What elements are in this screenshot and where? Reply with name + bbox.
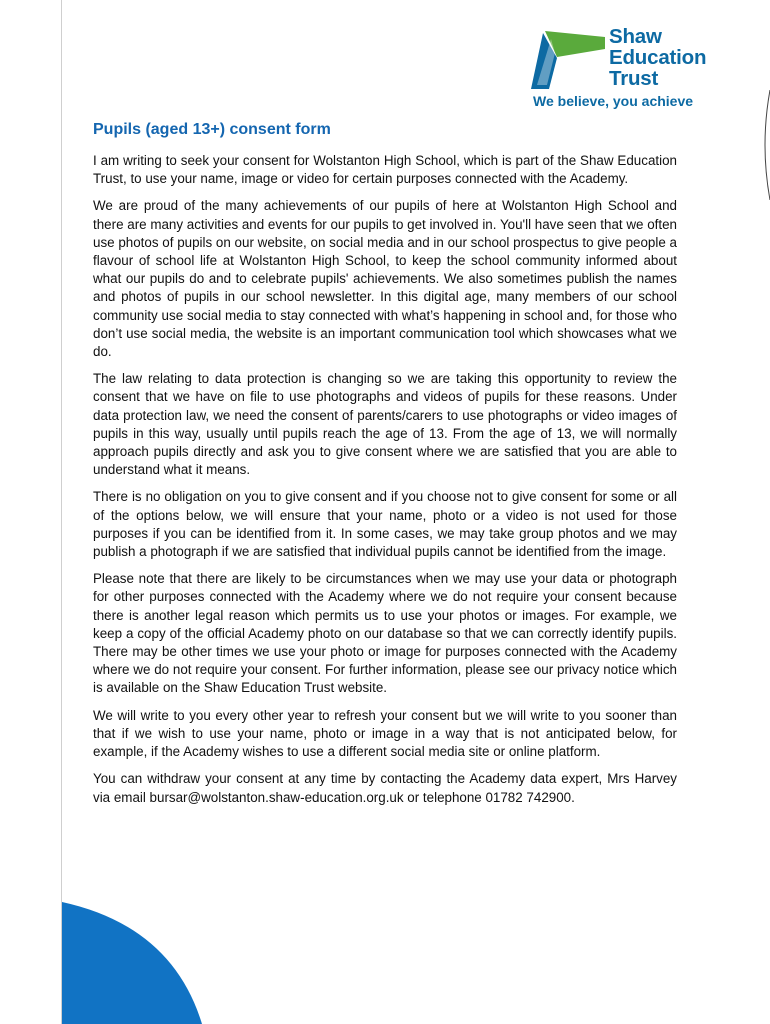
logo-emblem-icon [527,27,607,91]
paragraph-achievements: We are proud of the many achievements of our pupils of here at Wolstanton High School and there are many activities and events for our pupils to get involved in. You'll have seen that we often use photos of pupils on our website, on social media and in our school prospectus to give people a flavour of school life at Wolstanton High School, to keep the school community informed about what our pupils do and to celebrate pupils' achievements. We also sometimes publish the names and photos of pupils in our school newsletter. In this digital age, many members of our school community use social media to stay connected with what’s happening in school and, for those who don’t use social media, the website is an important communication tool which showcases what we do. [93,198,677,360]
decorative-corner-shape [62,896,202,1024]
paragraph-data-protection: The law relating to data protection is changing so we are taking this opportunity to review the consent that we have on file to use photographs and videos of pupils for these reasons. Under data protection law, we need the consent of parents/carers to use photographs or video images of pupils in this way, usually until pupils reach the age of 13. From the age of 13, we will normally approach pupils directly and ask you to give consent where we are satisfied that you are able to understand what it means. [93,371,677,478]
paragraph-other-purposes: Please note that there are likely to be circumstances when we may use your data or photograph for other purposes connected with the Academy where we do not require your consent because there is another legal reason which permits us to use your photos or images. For example, we keep a copy of the official Academy photo on our database so that we can correctly identify pupils. There may be other times we use your photo or image for purposes connected with the Academy where we do not require your consent. For further information, please see our privacy notice which is available on the Shaw Education Trust website. [93,571,677,696]
page-title: Pupils (aged 13+) consent form [93,121,331,138]
logo-name-line-3: Trust [609,67,659,90]
logo-tagline: We believe, you achieve [533,93,694,109]
paragraph-intro: I am writing to seek your consent for Wolstanton High School, which is part of the Shaw Education Trust, to use your name, image or video for certain purposes connected with the Academy. [93,153,677,187]
right-edge-arc [758,90,770,200]
paragraph-withdraw-consent: You can withdraw your consent at any time by contacting the Academy data expert, Mrs Harvey via email bursar@wolstanton.shaw-education.org.uk or telephone 01782 742900. [93,771,677,805]
logo-name-line-2: Education [609,46,707,69]
paragraph-no-obligation: There is no obligation on you to give consent and if you choose not to give consent for some or all of the options below, we will ensure that your name, photo or a video is not used for those purposes if you can be identified from it. In some cases, we may take group photos and we may publish a photograph if we are satisfied that individual pupils cannot be identified from the image. [93,489,677,560]
consent-letter-body [93,152,677,816]
logo-wordmark [609,26,706,89]
logo-name-line-1: Shaw [609,25,662,48]
paragraph-refresh-consent: We will write to you every other year to refresh your consent but we will write to you sooner than that if we wish to use your name, photo or image in a way that is not anticipated below, for example, if the Academy wishes to use a different social media site or online platform. [93,707,677,760]
left-margin-rule [61,0,62,1024]
